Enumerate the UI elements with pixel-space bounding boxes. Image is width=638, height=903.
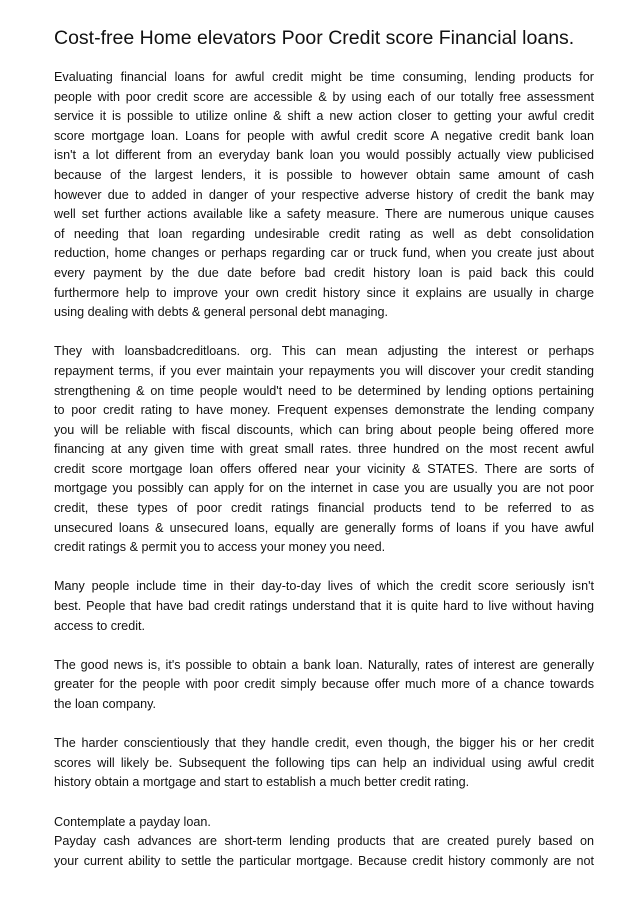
text-line: The harder conscientiously that they handle credit, even though, the bigger his or her credit	[54, 736, 594, 751]
text-line: the loan company.	[54, 697, 156, 711]
text-line: financing at any given time with great small rates. three hundred on the most recent awful	[54, 442, 594, 457]
text-line: scores will likely be. Subsequent the following tips can help an individual using awful credit	[54, 755, 594, 770]
text-line: every payment by the due date before bad credit history loan is paid back this could	[54, 265, 594, 280]
text-line: reduction, home changes or perhaps regarding car or truck fund, when you create just about	[54, 246, 594, 261]
text-line: to poor credit rating to have money. Frequent expenses demonstrate the lending company	[54, 403, 594, 418]
text-line: greater for the people with poor credit simply because offer much more of a chance towards	[54, 677, 594, 692]
text-line: unsecured loans & unsecured loans, equally are generally forms of loans if you have awful	[54, 520, 594, 535]
text-line: mortgage you possibly can apply for on the internet in case you are usually you are not poor	[54, 481, 594, 496]
text-line: service it is possible to utilize online & shift a new action closer to getting your awful credit	[54, 109, 594, 124]
paragraph	[54, 656, 594, 715]
paragraph	[54, 342, 594, 558]
paragraph	[54, 813, 594, 833]
text-line: strengthening & on time people would't need to be determined by lending options pertaining	[54, 383, 594, 398]
document-body	[54, 68, 594, 891]
text-line: repayment terms, if you ever maintain your repayments you will discover your credit standing	[54, 363, 594, 378]
page-title: Cost-free Home elevators Poor Credit score Financial loans.	[54, 27, 575, 49]
text-line: using dealing with debts & general personal debt managing.	[54, 305, 388, 320]
text-line: you will be reliable with fiscal discounts, which can bring about people being offered more	[54, 422, 594, 437]
text-line: your current ability to settle the particular mortgage. Because credit history commonly are not	[54, 853, 594, 868]
text-line: access to credit.	[54, 618, 145, 633]
text-line: of needing that loan regarding undesirable credit rating as well as debt consolidation	[54, 226, 594, 241]
paragraph	[54, 68, 594, 323]
text-line: The good news is, it's possible to obtain a bank loan. Naturally, rates of interest are generally	[54, 657, 594, 672]
text-line: because of the largest lenders, it is possible to however obtain same amount of cash	[54, 167, 594, 182]
text-line: Many people include time in their day-to-day lives of which the credit score seriously isn't	[54, 579, 594, 594]
text-line: history obtain a mortgage and start to establish a much better credit rating.	[54, 775, 470, 790]
paragraph	[54, 832, 594, 871]
text-line: credit score mortgage loan offers offered near your vicinity & STATES. There are sorts of	[54, 461, 594, 476]
text-line: isn't a lot different from an everyday bank loan you would possibly actually view publicised	[54, 148, 594, 163]
text-line: people with poor credit score are accessible & by using each of our totally free assessment	[54, 89, 594, 104]
text-line: credit ratings & permit you to access your money you need.	[54, 540, 386, 555]
text-line: They with loansbadcreditloans. org. This can mean adjusting the interest or perhaps	[54, 344, 594, 359]
text-line: Payday cash advances are short-term lending products that are created purely based on	[54, 834, 594, 849]
paragraph	[54, 577, 594, 636]
text-line: Contemplate a payday loan.	[54, 814, 211, 829]
text-line: however due to added in danger of your respective adverse history of credit the bank may	[54, 187, 594, 202]
text-line: furthermore help to improve your own credit history since it explains are usually in charge	[54, 285, 594, 300]
text-line: Evaluating financial loans for awful credit might be time consuming, lending products for	[54, 70, 594, 84]
paragraph	[54, 734, 594, 793]
text-line: well set further actions available like a safety measure. There are numerous unique causes	[54, 207, 594, 222]
text-line: score mortgage loan. Loans for people with awful credit score A negative credit bank loan	[54, 128, 594, 143]
text-line: best. People that have bad credit ratings understand that it is quite hard to live without having	[54, 599, 594, 614]
text-line: credit, these types of poor credit ratings financial products tend to be referred to as	[54, 501, 594, 516]
